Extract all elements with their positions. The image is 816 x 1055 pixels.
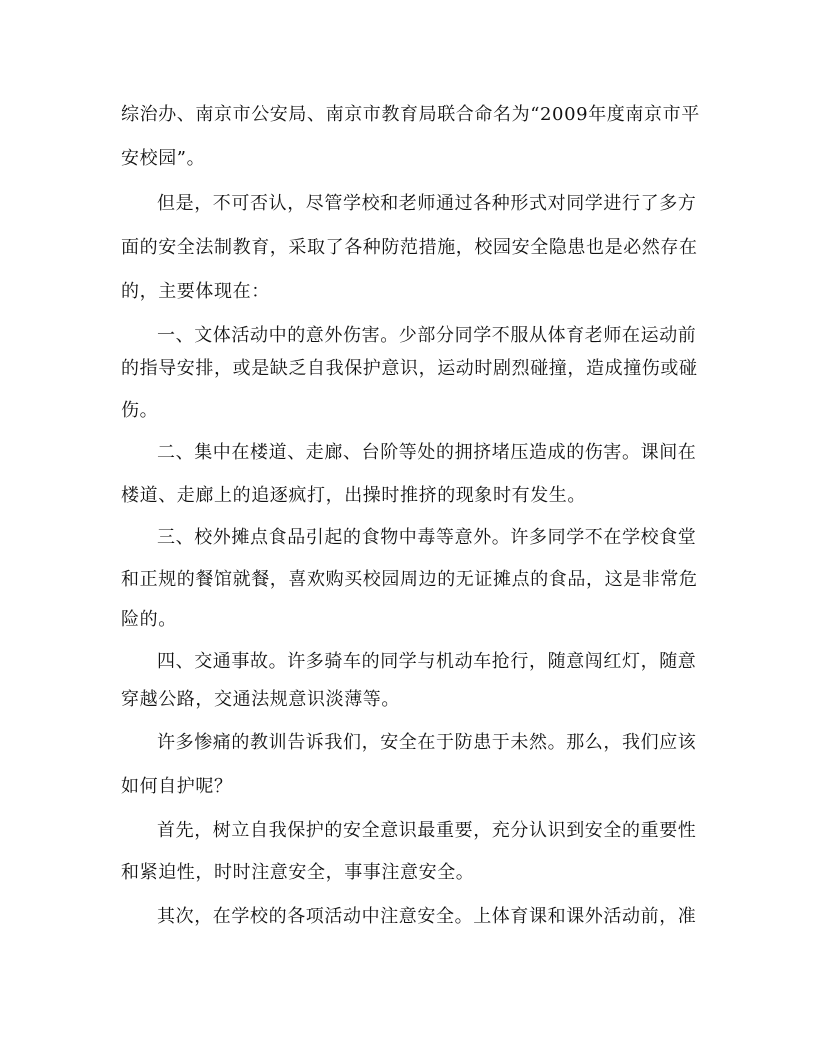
paragraph-first-line: 但是，不可否认，尽管学校和老师通过各种形式对同学进行了多方 [157, 193, 697, 214]
text-line: 穿越公路，交通法规意识淡薄等。 [121, 689, 400, 710]
paragraph-first-line: 许多惨痛的教训告诉我们，安全在于防患于未然。那么，我们应该 [157, 732, 697, 753]
paragraph-first-line: 其次，在学校的各项活动中注意安全。上体育课和课外活动前，准 [157, 906, 697, 927]
text-line: 面的安全法制教育，采取了各种防范措施，校园安全隐患也是必然存在 [121, 237, 698, 258]
paragraph-first-line: 首先，树立自我保护的安全意识最重要，充分认识到安全的重要性 [157, 820, 697, 841]
text-line: 安校园”。 [121, 148, 206, 169]
paragraph-first-line: 三、校外摊点食品引起的食物中毒等意外。许多同学不在学校食堂 [157, 527, 697, 548]
paragraph-first-line: 一、文体活动中的意外伤害。少部分同学不服从体育老师在运动前 [157, 325, 697, 346]
paragraph-first-line: 二、集中在楼道、走廊、台阶等处的拥挤堵压造成的伤害。课间在 [157, 442, 697, 463]
text-line: 楼道、走廊上的追逐疯打，出操时推挤的现象时有发生。 [121, 485, 586, 506]
text-line: 综治办、南京市公安局、南京市教育局联合命名为“2009年度南京市平 [121, 104, 700, 125]
text-line: 的指导安排，或是缺乏自我保护意识，运动时剧烈碰撞，造成撞伤或碰 [121, 358, 698, 379]
text-line: 如何自护呢？ [121, 776, 233, 797]
text-line: 伤。 [121, 400, 159, 421]
text-line: 和紧迫性，时时注意安全，事事注意安全。 [121, 862, 475, 883]
paragraph-first-line: 四、交通事故。许多骑车的同学与机动车抢行，随意闯红灯，随意 [157, 651, 697, 672]
text-line: 的，主要体现在： [121, 281, 270, 302]
text-line: 险的。 [121, 609, 177, 630]
text-line: 和正规的餐馆就餐，喜欢购买校园周边的无证摊点的食品，这是非常危 [121, 569, 698, 590]
